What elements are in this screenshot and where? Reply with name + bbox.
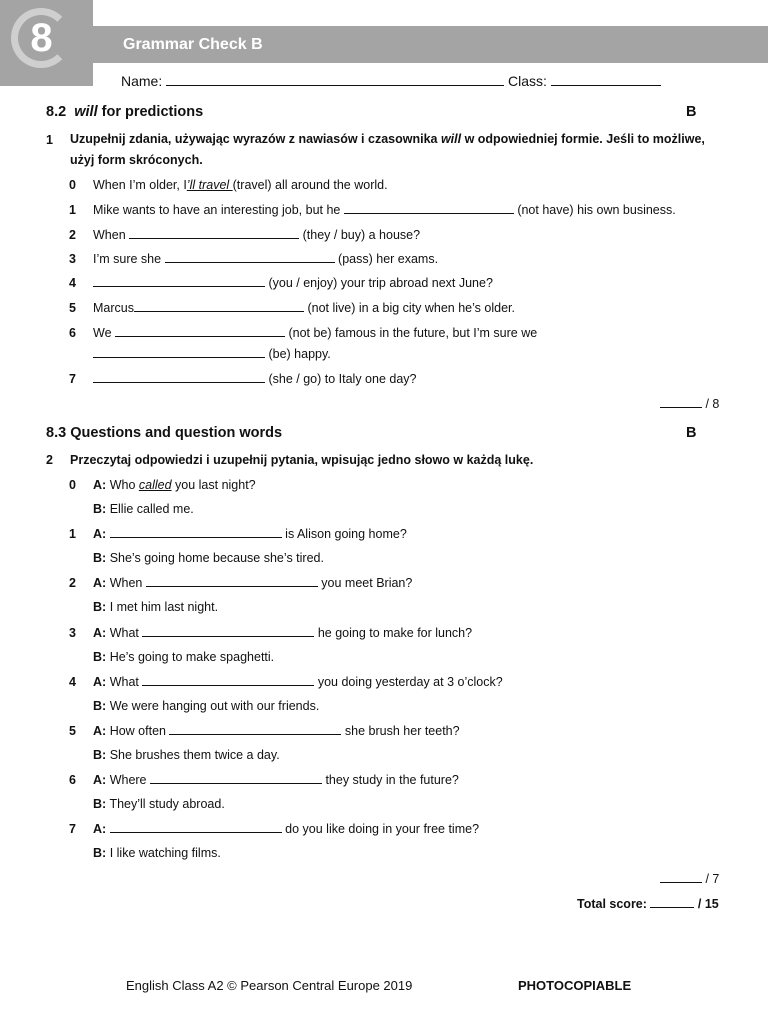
- instruction-part: Uzupełnij zdania, używając wyrazów z nawiasów i czasownika: [70, 132, 441, 146]
- item-number: 7: [69, 372, 76, 386]
- instruction-text: [70, 129, 710, 171]
- item-text: (they / buy) a house?: [299, 228, 421, 242]
- question-line: [93, 524, 407, 544]
- section-score: [660, 394, 719, 414]
- exercise-item: [93, 273, 493, 293]
- question-text: is Alison going home?: [281, 527, 407, 541]
- section-title-8-2: [46, 102, 203, 122]
- instruction-number: 2: [46, 453, 53, 467]
- instruction-part: w odpowiedniej formie. Jeśli to możliwe, użyj form skróconych.: [70, 132, 705, 167]
- item-text: (pass) her exams.: [334, 252, 439, 266]
- section-score: [660, 869, 719, 889]
- answer-text: He’s going to make spaghetti.: [109, 650, 275, 664]
- section-title-8-3: [46, 423, 282, 443]
- question-text: you doing yesterday at 3 o’clock?: [314, 675, 503, 689]
- answer-blank[interactable]: [110, 819, 282, 833]
- answer-blank[interactable]: [93, 369, 265, 383]
- item-number: 4: [69, 276, 76, 290]
- answer-blank[interactable]: [110, 524, 282, 538]
- question-line: [93, 623, 472, 643]
- item-number: 0: [69, 478, 76, 492]
- item-text: Mike wants to have an interesting job, but he: [93, 203, 344, 217]
- item-text: (not have) his own business.: [513, 203, 676, 217]
- item-number: 4: [69, 675, 76, 689]
- question-text: Who: [109, 478, 139, 492]
- instruction-number: 1: [46, 133, 53, 147]
- question-text: you meet Brian?: [317, 576, 413, 590]
- question-text: they study in the future?: [321, 773, 459, 787]
- exercise-item: [93, 200, 676, 220]
- answer-blank[interactable]: [344, 200, 514, 214]
- answer-line: [93, 696, 319, 716]
- class-label: Class:: [508, 73, 547, 89]
- item-number: 3: [69, 626, 76, 640]
- footer-copyright: English Class A2 © Pearson Central Europe 2019: [126, 978, 413, 993]
- speaker-a-label: A:: [93, 626, 107, 640]
- answer-blank[interactable]: [142, 623, 314, 637]
- speaker-b-label: B:: [93, 699, 107, 713]
- answer-text: They’ll study abroad.: [109, 797, 225, 811]
- item-text: (not be) famous in the future, but I’m sure we: [285, 326, 538, 340]
- item-text: When: [93, 228, 130, 242]
- exercise-item: [93, 369, 416, 389]
- item-number: 6: [69, 326, 76, 340]
- class-field[interactable]: [551, 72, 661, 86]
- item-text: (not live) in a big city when he’s older.: [303, 301, 515, 315]
- example-answer: called: [138, 478, 172, 492]
- question-line: [93, 770, 459, 790]
- question-line: [93, 819, 479, 839]
- exercise-item: [93, 323, 537, 343]
- score-blank[interactable]: [660, 869, 702, 883]
- answer-line: [93, 597, 218, 617]
- exercise-item: [93, 298, 515, 318]
- item-text: We: [93, 326, 115, 340]
- speaker-b-label: B:: [93, 551, 107, 565]
- item-text: (be) happy.: [265, 347, 331, 361]
- item-number: 0: [69, 178, 76, 192]
- speaker-a-label: A:: [93, 675, 107, 689]
- page-title: Grammar Check B: [123, 36, 263, 53]
- answer-blank[interactable]: [150, 770, 322, 784]
- answer-line: [93, 843, 221, 863]
- section-title-italic: will: [74, 104, 98, 120]
- question-line: [93, 475, 256, 495]
- question-text: you last night?: [171, 478, 256, 492]
- question-line: [93, 672, 503, 692]
- speaker-a-label: A:: [93, 773, 107, 787]
- item-text: Marcus: [93, 301, 134, 315]
- score-out-of: / 8: [705, 397, 720, 411]
- answer-blank[interactable]: [142, 672, 314, 686]
- item-text: (travel) all around the world.: [232, 178, 388, 192]
- score-blank[interactable]: [660, 394, 702, 408]
- question-text: he going to make for lunch?: [314, 626, 473, 640]
- answer-text: I met him last night.: [109, 600, 219, 614]
- answer-blank[interactable]: [93, 344, 265, 358]
- name-class-row: [121, 71, 661, 91]
- item-number: 7: [69, 822, 76, 836]
- exercise-item: [93, 175, 388, 195]
- question-text: How often: [109, 724, 170, 738]
- speaker-b-label: B:: [93, 502, 107, 516]
- total-score-out-of: / 15: [697, 897, 719, 911]
- item-text: I’m sure she: [93, 252, 165, 266]
- speaker-b-label: B:: [93, 846, 107, 860]
- item-text: (she / go) to Italy one day?: [265, 372, 417, 386]
- answer-text: Ellie called me.: [109, 502, 194, 516]
- answer-line: [93, 745, 280, 765]
- section-number: 8.3: [46, 425, 67, 441]
- item-number: 2: [69, 576, 76, 590]
- question-line: [93, 573, 412, 593]
- answer-blank[interactable]: [129, 225, 299, 239]
- answer-line: [93, 499, 194, 519]
- exercise-item: [93, 225, 420, 245]
- speaker-b-label: B:: [93, 797, 107, 811]
- example-answer: ’ll travel: [186, 178, 233, 192]
- speaker-a-label: A:: [93, 478, 107, 492]
- answer-blank[interactable]: [165, 249, 335, 263]
- item-text: When I’m older, I: [93, 178, 187, 192]
- instruction-italic: will: [440, 132, 462, 146]
- item-number: 3: [69, 252, 76, 266]
- answer-blank[interactable]: [115, 323, 285, 337]
- answer-text: She’s going home because she’s tired.: [109, 551, 324, 565]
- total-score: [577, 894, 719, 914]
- item-number: 5: [69, 301, 76, 315]
- answer-text: She brushes them twice a day.: [109, 748, 280, 762]
- answer-line: [93, 548, 324, 568]
- instruction-text: Przeczytaj odpowiedzi i uzupełnij pytania, wpisując jedno słowo w każdą lukę.: [70, 453, 534, 467]
- unit-badge: [0, 0, 93, 86]
- answer-blank[interactable]: [134, 298, 304, 312]
- footer-photocopiable: PHOTOCOPIABLE: [518, 978, 632, 993]
- exercise-item-continued: [93, 344, 331, 364]
- answer-text: I like watching films.: [109, 846, 221, 860]
- total-score-label: Total score:: [577, 897, 647, 911]
- speaker-b-label: B:: [93, 600, 107, 614]
- item-number: 2: [69, 228, 76, 242]
- unit-number: 8: [30, 16, 53, 60]
- speaker-b-label: B:: [93, 748, 107, 762]
- question-text: Where: [109, 773, 150, 787]
- item-number: 1: [69, 527, 76, 541]
- speaker-a-label: A:: [93, 527, 107, 541]
- name-label: Name:: [121, 73, 163, 89]
- item-number: 6: [69, 773, 76, 787]
- speaker-a-label: A:: [93, 724, 107, 738]
- section-level-badge: B: [686, 104, 697, 120]
- answer-blank[interactable]: [169, 721, 341, 735]
- name-field[interactable]: [166, 72, 504, 86]
- title-bar: [93, 26, 768, 63]
- question-text: When: [109, 576, 146, 590]
- answer-line: [93, 647, 274, 667]
- section-title-text: Questions and question words: [70, 425, 283, 441]
- answer-blank[interactable]: [93, 273, 265, 287]
- speaker-a-label: A:: [93, 822, 107, 836]
- answer-line: [93, 794, 225, 814]
- section-number: 8.2: [46, 104, 67, 120]
- item-number: 5: [69, 724, 76, 738]
- question-text: she brush her teeth?: [341, 724, 460, 738]
- question-text: What: [109, 626, 143, 640]
- answer-blank[interactable]: [146, 573, 318, 587]
- question-text: do you like doing in your free time?: [281, 822, 480, 836]
- speaker-b-label: B:: [93, 650, 107, 664]
- answer-text: We were hanging out with our friends.: [109, 699, 320, 713]
- item-text: (you / enjoy) your trip abroad next June?: [265, 276, 493, 290]
- question-line: [93, 721, 460, 741]
- score-out-of: / 7: [705, 872, 720, 886]
- total-score-blank[interactable]: [650, 894, 694, 908]
- speaker-a-label: A:: [93, 576, 107, 590]
- section-level-badge: B: [686, 425, 697, 441]
- question-text: What: [109, 675, 143, 689]
- exercise-item: [93, 249, 438, 269]
- item-number: 1: [69, 203, 76, 217]
- section-title-text: for predictions: [97, 104, 204, 120]
